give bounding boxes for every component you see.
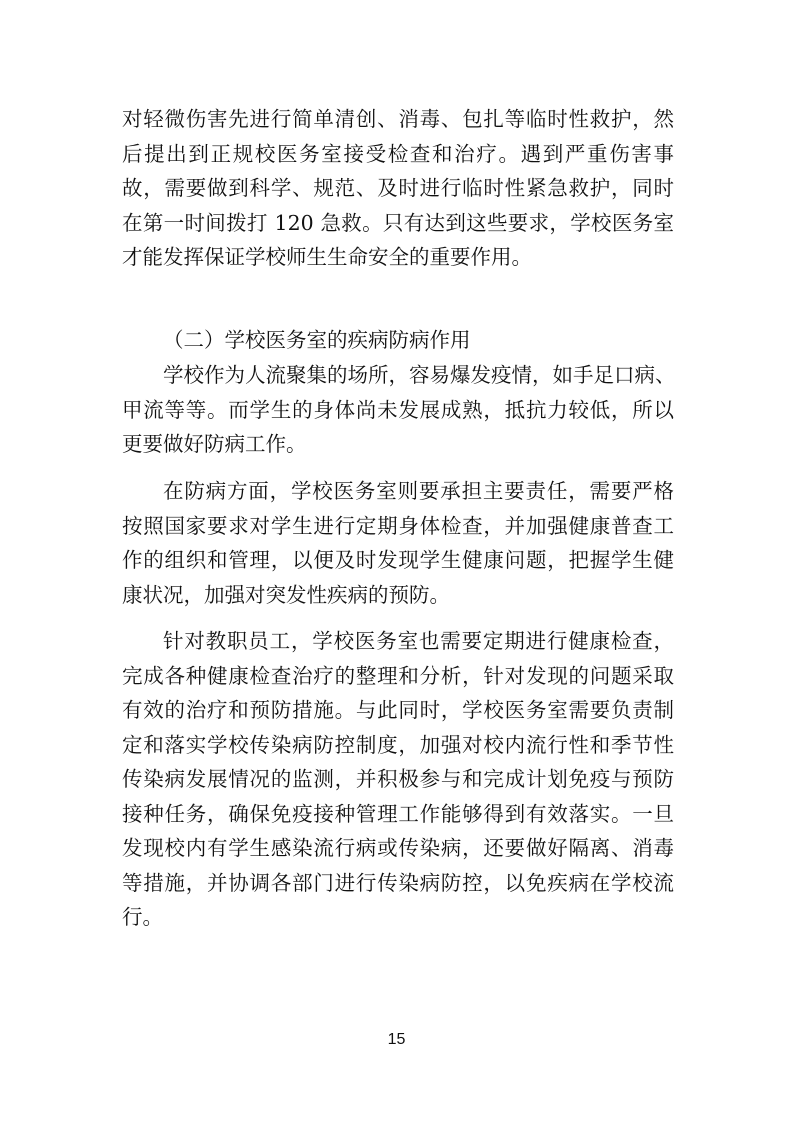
text-line: 故，需要做到科学、规范、及时进行临时性紧急救护，同时 — [122, 176, 674, 200]
paragraph-first-aid — [122, 102, 674, 275]
text-line: 才能发挥保证学校师生生命安全的重要作用。 — [122, 245, 532, 269]
text-line: 等措施，并协调各部门进行传染病防控，以免疾病在学校流 — [122, 870, 674, 895]
paragraph-staff-health — [122, 624, 674, 935]
text-line: 作的组织和管理，以便及时发现学生健康问题，把握学生健 — [122, 548, 674, 572]
text-line: 后提出到正规校医务室接受检查和治疗。遇到严重伤害事 — [122, 141, 674, 166]
text-line: 甲流等等。而学生的身体尚未发展成熟，抵抗力较低，所以 — [122, 397, 674, 422]
page-number: 15 — [387, 1031, 406, 1048]
text-line: 针对教职员工，学校医务室也需要定期进行健康检查， — [163, 629, 674, 653]
paragraph-student-checkups — [122, 474, 674, 612]
text-line: 有效的治疗和预防措施。与此同时，学校医务室需要负责制 — [122, 698, 674, 722]
text-line: 学校作为人流聚集的场所，容易爆发疫情，如手足口病、 — [163, 363, 676, 387]
text-line: 更要做好防病工作。 — [122, 432, 307, 456]
text-line: 定和落实学校传染病防控制度，加强对校内流行性和季节性 — [122, 732, 674, 757]
text-line: 行。 — [122, 905, 163, 929]
text-line: 发现校内有学生感染流行病或传染病，还要做好隔离、消毒 — [122, 836, 674, 860]
text-line: 接种任务，确保免疫接种管理工作能够得到有效落实。一旦 — [122, 801, 674, 826]
text-line: 在防病方面，学校医务室则要承担主要责任，需要严格 — [163, 479, 674, 503]
text-line: 完成各种健康检查治疗的整理和分析，针对发现的问题采取 — [122, 663, 674, 688]
text-line: 传染病发展情况的监测，并积极参与和完成计划免疫与预防 — [122, 767, 674, 791]
section-heading: （二）学校医务室的疾病防病作用 — [163, 328, 471, 352]
text-line: 在第一时间拨打 120 急救。只有达到这些要求，学校医务室 — [122, 210, 674, 235]
text-line: 对轻微伤害先进行简单清创、消毒、包扎等临时性救护，然 — [122, 107, 674, 131]
text-line: 康状况，加强对突发性疾病的预防。 — [122, 582, 450, 607]
text-line: 按照国家要求对学生进行定期身体检查，并加强健康普查工 — [122, 513, 674, 538]
paragraph-epidemic — [122, 358, 674, 462]
